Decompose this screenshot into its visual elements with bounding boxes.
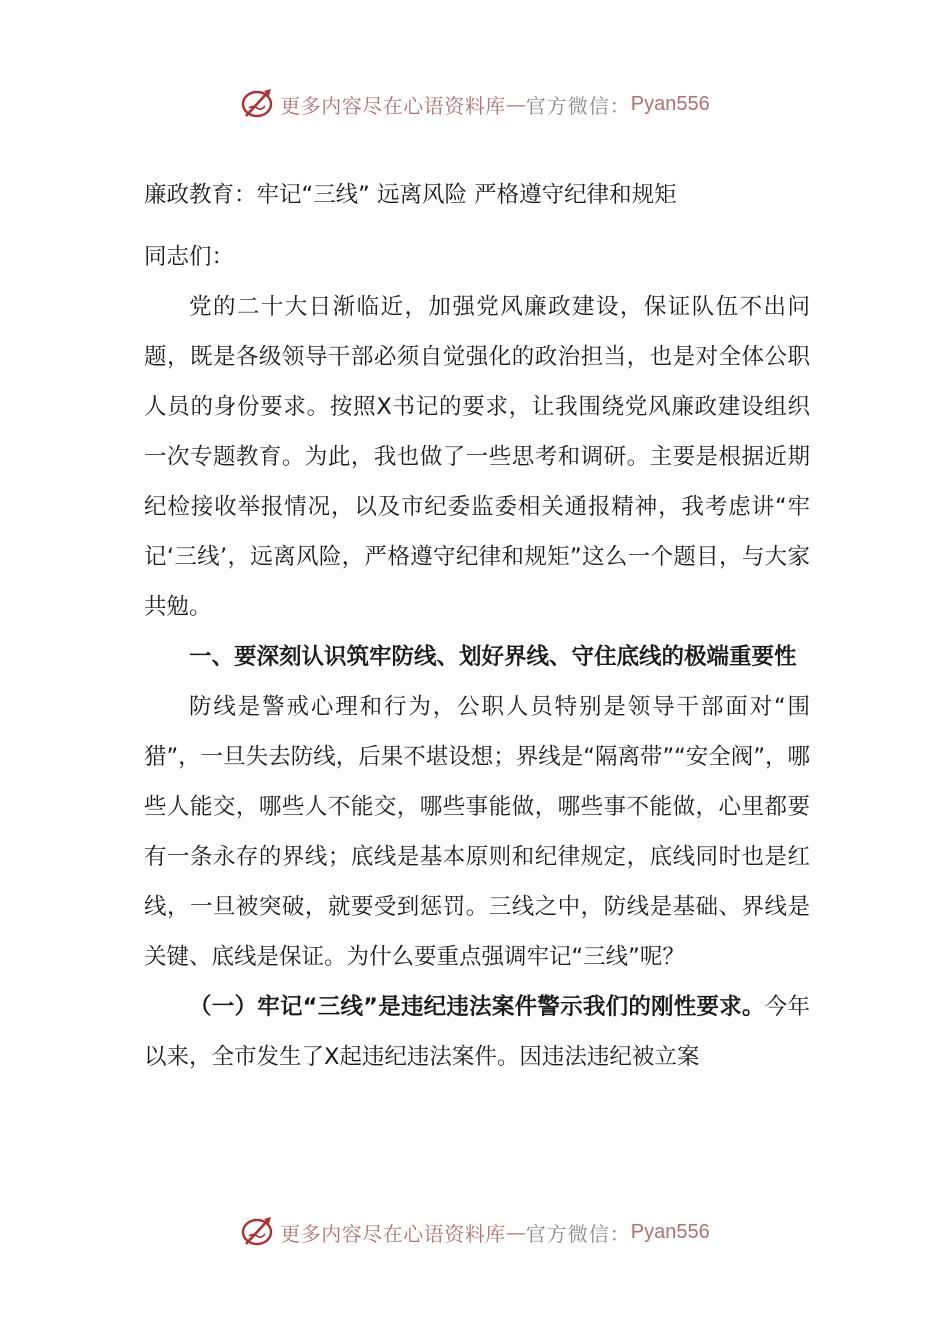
banner-separator: — xyxy=(505,92,526,116)
header-banner xyxy=(0,84,950,124)
footer-banner xyxy=(0,1212,950,1252)
banner-brand-text: 更多内容尽在心语资料库 xyxy=(280,93,506,118)
banner-wechat-id: Pyan556 xyxy=(630,1220,710,1243)
banner-wechat-label: 官方微信： xyxy=(525,1221,631,1246)
greeting: 同志们： xyxy=(144,244,235,270)
section-heading-1: 一、要深刻认识筑牢防线、划好界线、守住底线的极端重要性 xyxy=(189,644,797,670)
document-title: 廉政教育：牢记“三线” 远离风险 严格遵守纪律和规矩 xyxy=(144,182,677,208)
subsection-text-1: 今年以来，全市发生了X起违纪违法案件。因违法违纪被立案 xyxy=(144,994,810,1070)
banner-wechat-label: 官方微信： xyxy=(525,93,631,118)
banner-brand-text: 更多内容尽在心语资料库 xyxy=(280,1221,506,1246)
subsection-heading-1: （一）牢记“三线”是违纪违法案件警示我们的刚性要求。 xyxy=(189,994,765,1020)
banner-wechat-id: Pyan556 xyxy=(630,92,710,115)
document-body xyxy=(144,170,810,1082)
pen-logo-icon xyxy=(240,1214,276,1250)
pen-logo-icon xyxy=(240,86,276,122)
section-paragraph-1: 防线是警戒心理和行为，公职人员特别是领导干部面对“围猎”，一旦失去防线，后果不堪设想；界线是“隔离带”“安全阀”，哪些人能交，哪些人不能交，哪些事能做，哪些事不能做，心里都要有一条永存的界线；底线是基本原则和纪律规定，底线同时也是红线，一旦被突破，就要受到惩罚。三线之中，防线是基础、界线是关键、底线是保证。为什么要重点强调牢记“三线”呢？ xyxy=(144,694,810,970)
subsection-paragraph-1 xyxy=(144,982,810,1082)
intro-paragraph: 党的二十大日渐临近，加强党风廉政建设，保证队伍不出问题，既是各级领导干部必须自觉强化的政治担当，也是对全体公职人员的身份要求。按照X书记的要求，让我围绕党风廉政建设组织一次专题教育。为此，我也做了一些思考和调研。主要是根据近期纪检接收举报情况，以及市纪委监委相关通报精神，我考虑讲“牢记‘三线’，远离风险，严格遵守纪律和规矩”这么一个题目，与大家共勉。 xyxy=(144,294,810,620)
banner-separator: — xyxy=(505,1220,526,1244)
